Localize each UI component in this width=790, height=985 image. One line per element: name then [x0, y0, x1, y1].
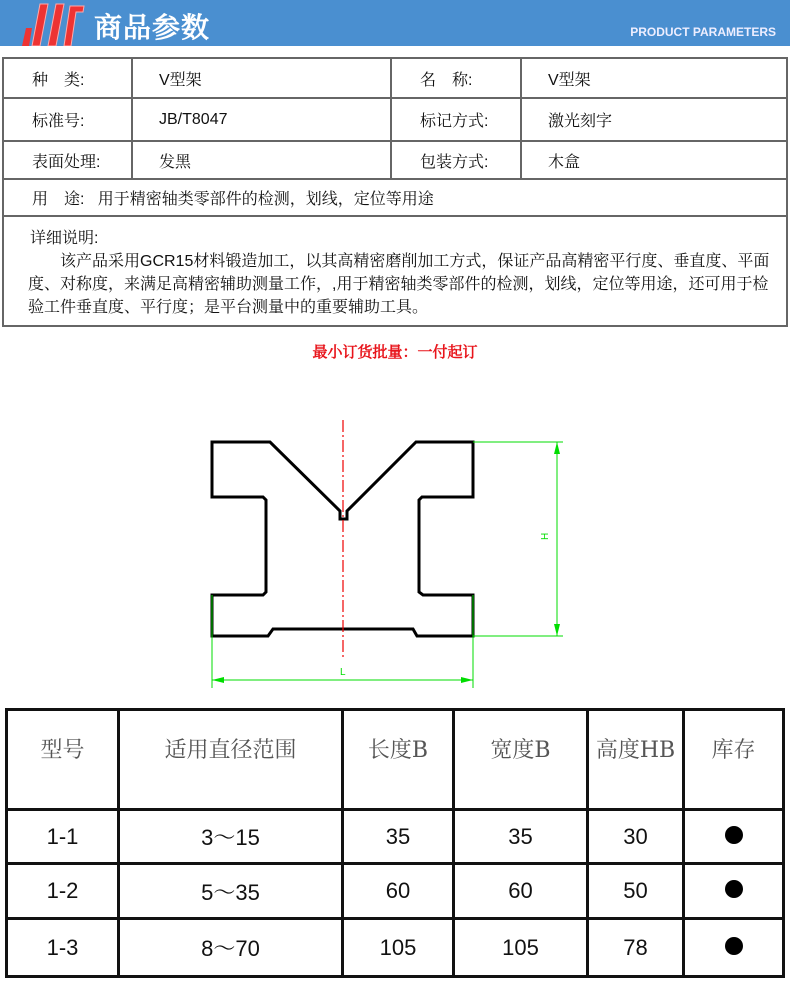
value-name: V型架: [521, 58, 787, 98]
usage-value: 用于精密轴类零部件的检测，划线，定位等用途: [97, 191, 434, 208]
value-surface: 发黑: [132, 141, 391, 179]
table-row: [3, 216, 787, 326]
cell-range: 5～35: [119, 864, 343, 919]
section-header: [0, 0, 790, 46]
table-row: [3, 179, 787, 216]
label-standard: 标准号:: [3, 98, 132, 141]
cell-height: 78: [588, 919, 684, 977]
label-type: 种 类:: [3, 58, 132, 98]
header-length: 长度B: [343, 710, 454, 810]
cell-model: 1-2: [7, 864, 119, 919]
cell-width: 35: [454, 810, 588, 864]
header-model: 型号: [7, 710, 119, 810]
minimum-order-note: 最小订货批量：一付起订: [312, 344, 478, 361]
detail-cell: [3, 216, 787, 326]
cell-range: 8～70: [119, 919, 343, 977]
cell-length: 105: [343, 919, 454, 977]
cell-stock: [684, 919, 784, 977]
header-subtitle: PRODUCT PARAMETERS: [630, 25, 776, 39]
table-row: [3, 98, 787, 141]
table-row: [7, 810, 784, 864]
value-standard: JB/T8047: [132, 98, 391, 141]
cell-range: 3～15: [119, 810, 343, 864]
cell-stock: [684, 864, 784, 919]
value-packaging: 木盒: [521, 141, 787, 179]
cell-stock: [684, 810, 784, 864]
cell-length: 60: [343, 864, 454, 919]
detail-text: 该产品采用GCR15材料锻造加工，以其高精密磨削加工方式，保证产品高精密平行度、垂直度、平面度、对称度，来满足高精密辅助测量工作，,用于精密轴类零部件的检测，划线，定位等用途，还可用于检验工件垂直度、平行度；是平台测量中的重要辅助工具。: [28, 253, 770, 316]
cell-width: 60: [454, 864, 588, 919]
header-stock: 库存: [684, 710, 784, 810]
cell-model: 1-1: [7, 810, 119, 864]
cell-width: 105: [454, 919, 588, 977]
cell-length: 35: [343, 810, 454, 864]
table-header-row: [7, 710, 784, 810]
table-row: [3, 58, 787, 98]
label-surface: 表面处理:: [3, 141, 132, 179]
value-type: V型架: [132, 58, 391, 98]
length-dimension-label: L: [340, 667, 346, 678]
cell-model: 1-3: [7, 919, 119, 977]
in-stock-dot-icon: [725, 937, 743, 955]
label-marking: 标记方式:: [391, 98, 521, 141]
header-diameter-range: 适用直径范围: [119, 710, 343, 810]
header-width: 宽度B: [454, 710, 588, 810]
brand-logo-icon: [18, 0, 88, 46]
header-title: 商品参数: [94, 12, 211, 43]
in-stock-dot-icon: [725, 826, 743, 844]
label-packaging: 包装方式:: [391, 141, 521, 179]
label-name: 名 称:: [391, 58, 521, 98]
header-height: 高度HB: [588, 710, 684, 810]
v-block-drawing: [0, 400, 790, 700]
table-row: [7, 919, 784, 977]
cell-height: 30: [588, 810, 684, 864]
specs-table: [5, 708, 785, 978]
cell-height: 50: [588, 864, 684, 919]
table-row: [3, 141, 787, 179]
params-table: [2, 57, 788, 327]
in-stock-dot-icon: [725, 880, 743, 898]
usage-label: 用 途:: [32, 191, 85, 208]
usage-cell: [3, 179, 787, 216]
height-dimension-label: H: [540, 532, 551, 540]
value-marking: 激光刻字: [521, 98, 787, 141]
table-row: [7, 864, 784, 919]
detail-label: 详细说明:: [30, 230, 99, 247]
